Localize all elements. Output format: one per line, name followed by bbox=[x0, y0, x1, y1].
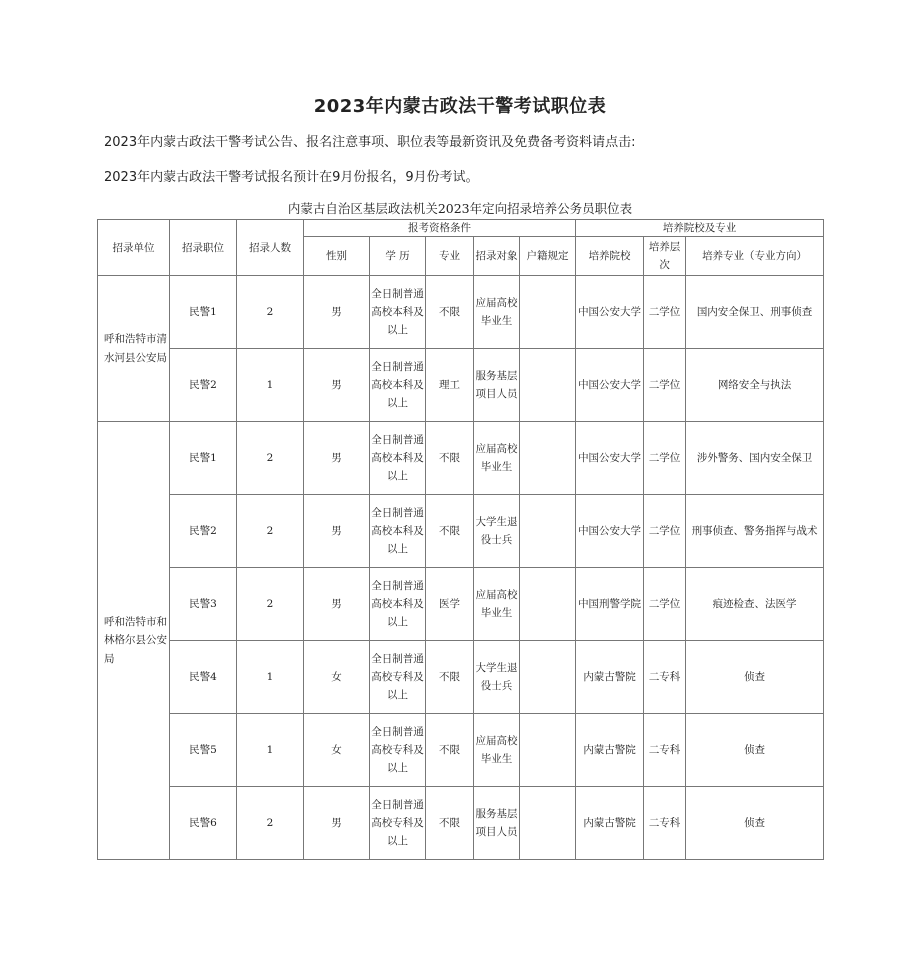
unit-cell: 呼和浩特市和林格尔县公安局 bbox=[98, 422, 170, 860]
level-cell: 二专科 bbox=[644, 714, 686, 787]
education-cell: 全日制普通高校本科及以上 bbox=[370, 422, 426, 495]
table-row bbox=[98, 349, 824, 422]
count-cell: 1 bbox=[237, 349, 304, 422]
target-cell: 大学生退役士兵 bbox=[474, 495, 520, 568]
training-major-cell: 刑事侦查、警务指挥与战术 bbox=[686, 495, 824, 568]
target-cell: 服务基层项目人员 bbox=[474, 349, 520, 422]
header-position: 招录职位 bbox=[170, 220, 237, 276]
position-cell: 民警6 bbox=[170, 787, 237, 860]
intro-paragraph-2: 2023年内蒙古政法干警考试报名预计在9月份报名，9月份考试。 bbox=[104, 170, 479, 185]
unit-cell: 呼和浩特市清水河县公安局 bbox=[98, 276, 170, 422]
gender-cell: 女 bbox=[304, 641, 370, 714]
table-row bbox=[98, 641, 824, 714]
header-count: 招录人数 bbox=[237, 220, 304, 276]
header-hukou: 户籍规定 bbox=[520, 237, 576, 276]
table-caption: 内蒙古自治区基层政法机关2023年定向招录培养公务员职位表 bbox=[287, 201, 633, 216]
target-cell: 应届高校毕业生 bbox=[474, 276, 520, 349]
count-cell: 2 bbox=[237, 787, 304, 860]
position-cell: 民警1 bbox=[170, 422, 237, 495]
table-row bbox=[98, 568, 824, 641]
header-unit: 招录单位 bbox=[98, 220, 170, 276]
major-cell: 不限 bbox=[426, 495, 474, 568]
gender-cell: 男 bbox=[304, 787, 370, 860]
major-cell: 不限 bbox=[426, 714, 474, 787]
count-cell: 2 bbox=[237, 568, 304, 641]
education-cell: 全日制普通高校专科及以上 bbox=[370, 641, 426, 714]
table-row bbox=[98, 422, 824, 495]
table-row bbox=[98, 276, 824, 349]
school-cell: 中国公安大学 bbox=[576, 349, 644, 422]
school-cell: 内蒙古警院 bbox=[576, 787, 644, 860]
target-cell: 应届高校毕业生 bbox=[474, 714, 520, 787]
hukou-cell bbox=[520, 422, 576, 495]
major-cell: 不限 bbox=[426, 276, 474, 349]
education-cell: 全日制普通高校本科及以上 bbox=[370, 276, 426, 349]
positions-table bbox=[97, 219, 824, 860]
hukou-cell bbox=[520, 276, 576, 349]
hukou-cell bbox=[520, 568, 576, 641]
header-training-group: 培养院校及专业 bbox=[576, 220, 824, 237]
table-row bbox=[98, 714, 824, 787]
training-major-cell: 涉外警务、国内安全保卫 bbox=[686, 422, 824, 495]
hukou-cell bbox=[520, 349, 576, 422]
header-level: 培养层次 bbox=[644, 237, 686, 276]
school-cell: 内蒙古警院 bbox=[576, 714, 644, 787]
position-cell: 民警1 bbox=[170, 276, 237, 349]
school-cell: 内蒙古警院 bbox=[576, 641, 644, 714]
count-cell: 2 bbox=[237, 422, 304, 495]
hukou-cell bbox=[520, 495, 576, 568]
target-cell: 应届高校毕业生 bbox=[474, 568, 520, 641]
intro-paragraph-1[interactable]: 2023年内蒙古政法干警考试公告、报名注意事项、职位表等最新资讯及免费备考资料请点击: bbox=[104, 135, 636, 150]
count-cell: 1 bbox=[237, 714, 304, 787]
target-cell: 服务基层项目人员 bbox=[474, 787, 520, 860]
header-target: 招录对象 bbox=[474, 237, 520, 276]
level-cell: 二学位 bbox=[644, 568, 686, 641]
position-cell: 民警2 bbox=[170, 349, 237, 422]
training-major-cell: 痕迹检查、法医学 bbox=[686, 568, 824, 641]
count-cell: 1 bbox=[237, 641, 304, 714]
level-cell: 二学位 bbox=[644, 349, 686, 422]
education-cell: 全日制普通高校专科及以上 bbox=[370, 787, 426, 860]
header-conditions-group: 报考资格条件 bbox=[304, 220, 576, 237]
hukou-cell bbox=[520, 641, 576, 714]
target-cell: 应届高校毕业生 bbox=[474, 422, 520, 495]
training-major-cell: 国内安全保卫、刑事侦查 bbox=[686, 276, 824, 349]
school-cell: 中国公安大学 bbox=[576, 422, 644, 495]
training-major-cell: 侦查 bbox=[686, 641, 824, 714]
page-title: 2023年内蒙古政法干警考试职位表 bbox=[313, 96, 607, 117]
level-cell: 二专科 bbox=[644, 641, 686, 714]
target-cell: 大学生退役士兵 bbox=[474, 641, 520, 714]
education-cell: 全日制普通高校本科及以上 bbox=[370, 495, 426, 568]
major-cell: 不限 bbox=[426, 422, 474, 495]
gender-cell: 男 bbox=[304, 495, 370, 568]
table-row bbox=[98, 787, 824, 860]
hukou-cell bbox=[520, 714, 576, 787]
gender-cell: 男 bbox=[304, 568, 370, 641]
training-major-cell: 侦查 bbox=[686, 787, 824, 860]
major-cell: 不限 bbox=[426, 641, 474, 714]
gender-cell: 男 bbox=[304, 276, 370, 349]
major-cell: 医学 bbox=[426, 568, 474, 641]
major-cell: 不限 bbox=[426, 787, 474, 860]
education-cell: 全日制普通高校本科及以上 bbox=[370, 568, 426, 641]
school-cell: 中国刑警学院 bbox=[576, 568, 644, 641]
training-major-cell: 网络安全与执法 bbox=[686, 349, 824, 422]
header-row-1 bbox=[98, 220, 824, 237]
count-cell: 2 bbox=[237, 276, 304, 349]
education-cell: 全日制普通高校本科及以上 bbox=[370, 349, 426, 422]
education-cell: 全日制普通高校专科及以上 bbox=[370, 714, 426, 787]
header-gender: 性别 bbox=[304, 237, 370, 276]
count-cell: 2 bbox=[237, 495, 304, 568]
gender-cell: 男 bbox=[304, 349, 370, 422]
header-training-major: 培养专业（专业方向） bbox=[686, 237, 824, 276]
gender-cell: 女 bbox=[304, 714, 370, 787]
position-cell: 民警5 bbox=[170, 714, 237, 787]
hukou-cell bbox=[520, 787, 576, 860]
header-major: 专业 bbox=[426, 237, 474, 276]
level-cell: 二学位 bbox=[644, 276, 686, 349]
major-cell: 理工 bbox=[426, 349, 474, 422]
gender-cell: 男 bbox=[304, 422, 370, 495]
level-cell: 二专科 bbox=[644, 787, 686, 860]
header-education: 学 历 bbox=[370, 237, 426, 276]
table-row bbox=[98, 495, 824, 568]
position-cell: 民警2 bbox=[170, 495, 237, 568]
header-school: 培养院校 bbox=[576, 237, 644, 276]
level-cell: 二学位 bbox=[644, 495, 686, 568]
training-major-cell: 侦查 bbox=[686, 714, 824, 787]
position-cell: 民警4 bbox=[170, 641, 237, 714]
school-cell: 中国公安大学 bbox=[576, 276, 644, 349]
school-cell: 中国公安大学 bbox=[576, 495, 644, 568]
level-cell: 二学位 bbox=[644, 422, 686, 495]
position-cell: 民警3 bbox=[170, 568, 237, 641]
